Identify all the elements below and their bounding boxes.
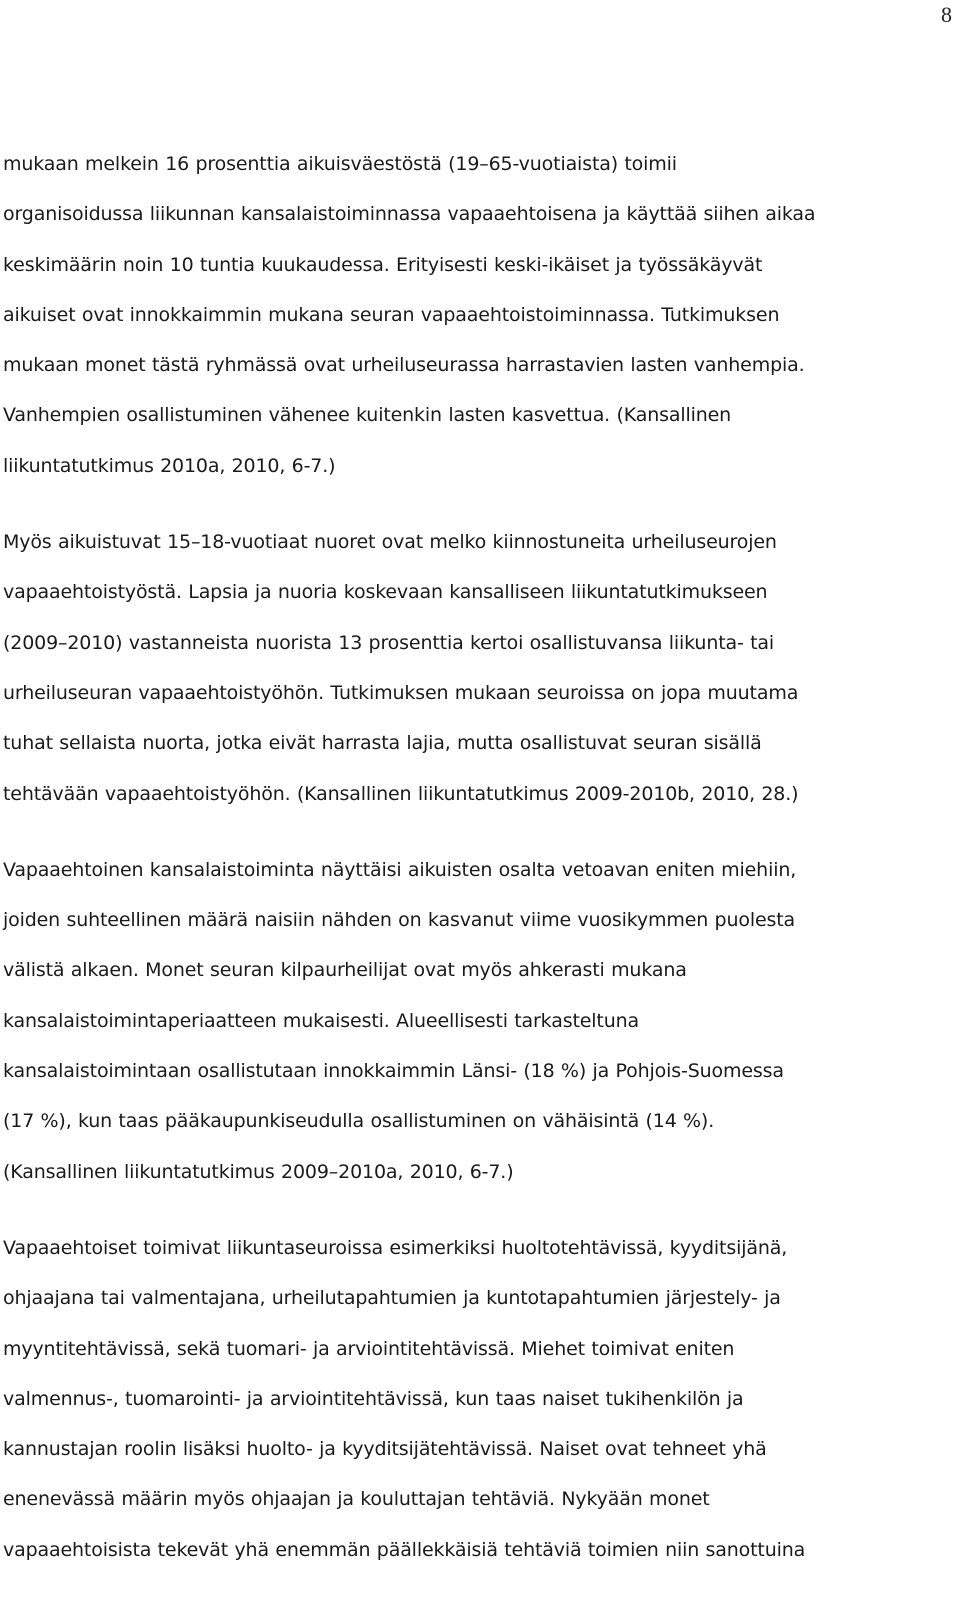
text-line: joiden suhteellinen määrä naisiin nähden on kasvanut viime vuosikymmen puolesta: [3, 909, 796, 932]
text-line: kannustajan roolin lisäksi huolto- ja kyyditsijätehtävissä. Naiset ovat tehneet yhä: [3, 1438, 767, 1461]
text-line: kansalaistoimintaperiaatteen mukaisesti. Alueellisesti tarkasteltuna: [3, 1009, 639, 1032]
text-line: kansalaistoimintaan osallistutaan innokkaimmin Länsi- (18 %) ja Pohjois-Suomessa: [3, 1060, 784, 1083]
text-line: (2009–2010) vastanneista nuorista 13 prosenttia kertoi osallistuvansa liikunta- tai: [3, 631, 775, 654]
page-number: 8: [941, 2, 952, 27]
text-line: mukaan monet tästä ryhmässä ovat urheiluseurassa harrastavien lasten vanhempia.: [3, 354, 805, 377]
text-line: ohjaajana tai valmentajana, urheilutapahtumien ja kuntotapahtumien järjestely- ja: [3, 1287, 781, 1310]
text-line: urheiluseuran vapaaehtoistyöhön. Tutkimuksen mukaan seuroissa on jopa muutama: [3, 681, 799, 704]
text-line: tuhat sellaista nuorta, jotka eivät harrasta lajia, mutta osallistuvat seuran sisällä: [3, 732, 762, 755]
text-line: tehtävään vapaaehtoistyöhön. (Kansallinen liikuntatutkimus 2009-2010b, 2010, 28.): [3, 782, 799, 805]
text-line: liikuntatutkimus 2010a, 2010, 6-7.): [3, 454, 336, 477]
paragraph: [3, 517, 953, 819]
text-line: valmennus-, tuomarointi- ja arviointitehtävissä, kun taas naiset tukihenkilön ja: [3, 1387, 744, 1410]
paragraph: [3, 139, 953, 491]
text-line: Vapaaehtoiset toimivat liikuntaseuroissa esimerkiksi huoltotehtävissä, kyyditsijänä,: [3, 1236, 788, 1259]
text-line: keskimäärin noin 10 tuntia kuukaudessa. Erityisesti keski-ikäiset ja työssäkäyvät: [3, 253, 763, 276]
text-line: (Kansallinen liikuntatutkimus 2009–2010a, 2010, 6-7.): [3, 1160, 514, 1183]
text-line: mukaan melkein 16 prosenttia aikuisväestöstä (19–65-vuotiaista) toimii: [3, 153, 677, 175]
text-line: vapaaehtoistyöstä. Lapsia ja nuoria koskevaan kansalliseen liikuntatutkimukseen: [3, 581, 768, 604]
text-line: Vapaaehtoinen kansalaistoiminta näyttäisi aikuisten osalta vetoavan eniten miehiin,: [3, 858, 797, 881]
document-body: [3, 139, 953, 1601]
text-line: Myös aikuistuvat 15–18-vuotiaat nuoret ovat melko kiinnostuneita urheiluseurojen: [3, 531, 777, 554]
text-line: (17 %), kun taas pääkaupunkiseudulla osallistuminen on vähäisintä (14 %).: [3, 1110, 715, 1133]
text-line: organisoidussa liikunnan kansalaistoiminnassa vapaaehtoisena ja käyttää siihen aikaa: [3, 203, 816, 226]
text-line: välistä alkaen. Monet seuran kilpaurheilijat ovat myös ahkerasti mukana: [3, 959, 687, 982]
paragraph: [3, 845, 953, 1197]
text-line: enenevässä määrin myös ohjaajan ja kouluttajan tehtäviä. Nykyään monet: [3, 1488, 710, 1511]
text-line: aikuiset ovat innokkaimmin mukana seuran vapaaehtoistoiminnassa. Tutkimuksen: [3, 303, 780, 326]
text-line: vapaaehtoisista tekevät yhä enemmän päällekkäisiä tehtäviä toimien niin sanottuina: [3, 1538, 806, 1561]
paragraph: [3, 1223, 953, 1575]
text-line: Vanhempien osallistuminen vähenee kuitenkin lasten kasvettua. (Kansallinen: [3, 404, 732, 427]
text-line: myyntitehtävissä, sekä tuomari- ja arviointitehtävissä. Miehet toimivat eniten: [3, 1337, 735, 1360]
